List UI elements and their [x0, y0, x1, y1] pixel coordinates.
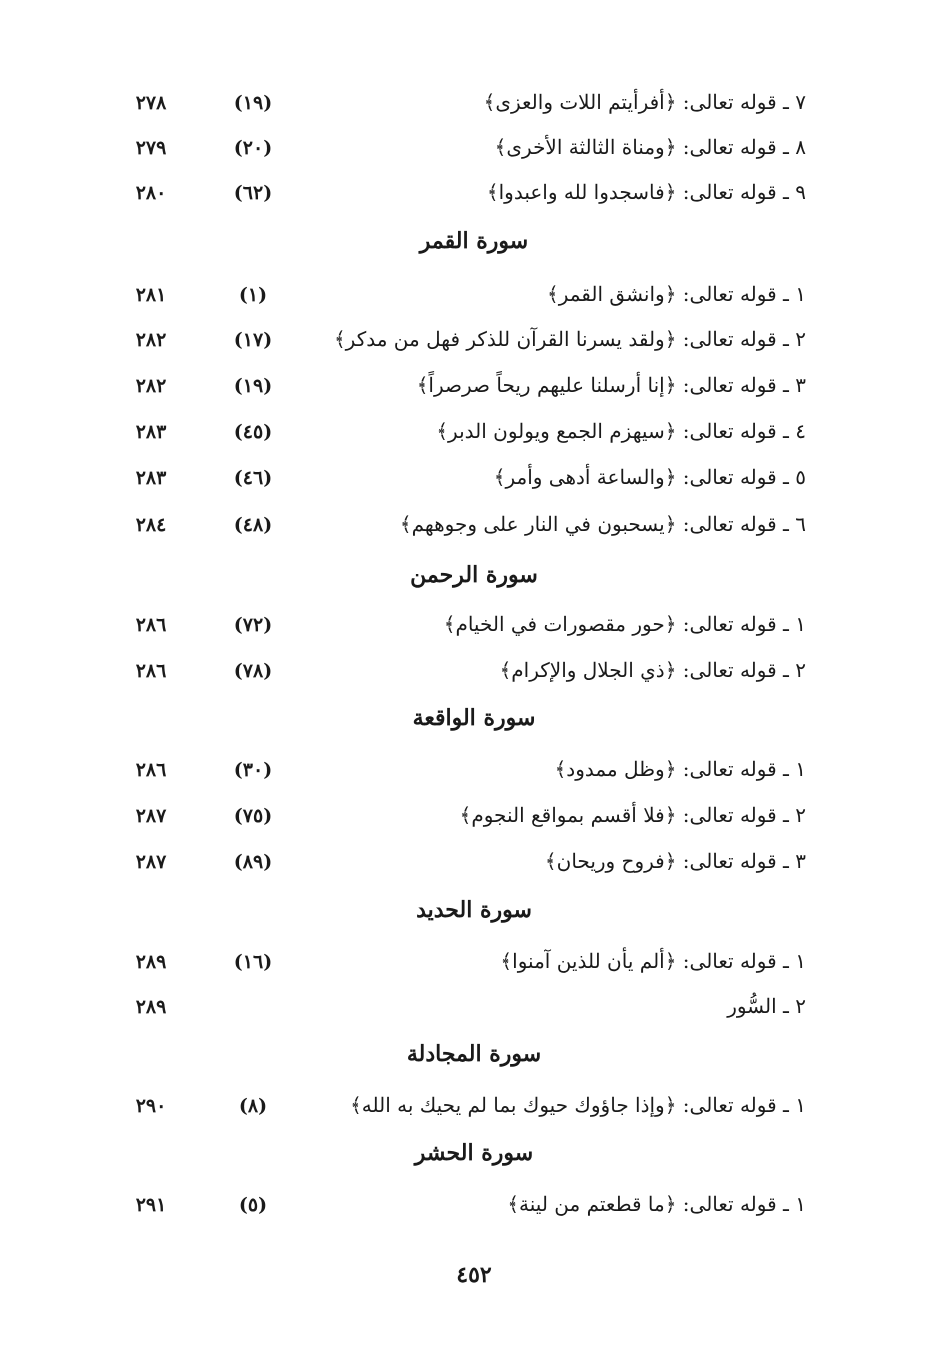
verse-number: (٨): [238, 1095, 268, 1117]
index-entry: [0, 176, 948, 212]
verse-number: (٧٨): [233, 660, 273, 682]
section-heading: سورة القمر: [419, 228, 529, 254]
verse-number: (٣٠): [233, 759, 273, 781]
page-reference: ٢٨٢: [135, 375, 167, 397]
index-entry: [0, 845, 948, 881]
index-entry: [0, 86, 948, 122]
verse-number: (٨٩): [233, 851, 273, 873]
verse-number: (١): [238, 284, 268, 306]
entry-text: ٣ ـ قوله تعالى: ﴿إنا أرسلنا عليهم ريحاً صرصراً﴾: [416, 373, 806, 397]
page-reference: ٢٧٩: [135, 137, 167, 159]
verse-number: (٧٢): [233, 614, 273, 636]
section-heading: سورة المجادلة: [406, 1041, 542, 1067]
verse-number: (٢٠): [233, 137, 273, 159]
index-entry: [0, 131, 948, 167]
page-reference: ٢٨٤: [135, 514, 167, 536]
index-entry: [0, 369, 948, 405]
page-reference: ٢٨٩: [135, 951, 167, 973]
entry-text: ٢ ـ قوله تعالى: ﴿فلا أقسم بمواقع النجوم﴾: [459, 803, 806, 827]
verse-number: (٧٥): [233, 805, 273, 827]
page-reference: ٢٨٦: [135, 660, 167, 682]
page-reference: ٢٨٠: [135, 182, 167, 204]
section-heading: سورة الواقعة: [412, 705, 536, 731]
verse-number: (٤٨): [233, 514, 273, 536]
index-entry: [0, 753, 948, 789]
entry-text: ٥ ـ قوله تعالى: ﴿والساعة أدهى وأمر﴾: [493, 465, 806, 489]
index-entry: [0, 799, 948, 835]
entry-text: ٦ ـ قوله تعالى: ﴿يسحبون في النار على وجوههم﴾: [399, 512, 806, 536]
verse-number: (٥): [238, 1194, 268, 1216]
page-reference: ٢٨٣: [135, 467, 167, 489]
verse-number: (١٦): [233, 951, 273, 973]
section-heading: سورة الحشر: [414, 1140, 534, 1166]
entry-text: ١ ـ قوله تعالى: ﴿ما قطعتم من لينة﴾: [507, 1192, 806, 1216]
index-entry: [0, 1089, 948, 1125]
index-entry: [0, 323, 948, 359]
entry-text: ١ ـ قوله تعالى: ﴿وظل ممدود﴾: [554, 757, 806, 781]
entry-text: ٢ ـ قوله تعالى: ﴿ذي الجلال والإكرام﴾: [499, 658, 806, 682]
page-reference: ٢٩٠: [135, 1095, 167, 1117]
page-reference: ٢٧٨: [135, 92, 167, 114]
page-reference: ٢٨٦: [135, 759, 167, 781]
entry-text: ٢ ـ قوله تعالى: ﴿ولقد يسرنا القرآن للذكر فهل من مدكر﴾: [333, 327, 806, 351]
index-entry: [0, 945, 948, 981]
page-number: ٤٥٢: [456, 1262, 492, 1288]
verse-number: (١٩): [233, 92, 273, 114]
page-reference: ٢٨٧: [135, 851, 167, 873]
page-reference: ٢٩١: [135, 1194, 167, 1216]
index-entry: [0, 608, 948, 644]
page-reference: ٢٨٦: [135, 614, 167, 636]
index-entry: [0, 461, 948, 497]
index-entry: [0, 415, 948, 451]
entry-text: ٨ ـ قوله تعالى: ﴿ومناة الثالثة الأخرى﴾: [494, 135, 806, 159]
page-reference: ٢٨٩: [135, 996, 167, 1018]
index-entry: [0, 278, 948, 314]
page-reference: ٢٨٢: [135, 329, 167, 351]
index-entry: [0, 990, 948, 1026]
entry-text: ٢ ـ السُّور: [727, 994, 806, 1018]
index-entry: [0, 508, 948, 544]
page-reference: ٢٨٣: [135, 421, 167, 443]
entry-text: ٤ ـ قوله تعالى: ﴿سيهزم الجمع ويولون الدبر﴾: [436, 419, 806, 443]
verse-number: (١٩): [233, 375, 273, 397]
entry-text: ٩ ـ قوله تعالى: ﴿فاسجدوا لله واعبدوا﴾: [486, 180, 806, 204]
entry-text: ٣ ـ قوله تعالى: ﴿فروح وريحان﴾: [544, 849, 806, 873]
verse-number: (٤٦): [233, 467, 273, 489]
entry-text: ٧ ـ قوله تعالى: ﴿أفرأيتم اللات والعزى﴾: [483, 90, 806, 114]
verse-number: (٦٢): [233, 182, 273, 204]
entry-text: ١ ـ قوله تعالى: ﴿وإذا جاؤوك حيوك بما لم يحيك به الله﴾: [350, 1093, 806, 1117]
index-entry: [0, 654, 948, 690]
verse-number: (١٧): [233, 329, 273, 351]
page-reference: ٢٨٧: [135, 805, 167, 827]
page-reference: ٢٨١: [135, 284, 167, 306]
index-entry: [0, 1188, 948, 1224]
entry-text: ١ ـ قوله تعالى: ﴿ألم يأن للذين آمنوا﴾: [500, 949, 806, 973]
entry-text: ١ ـ قوله تعالى: ﴿حور مقصورات في الخيام﴾: [443, 612, 806, 636]
verse-number: (٤٥): [233, 421, 273, 443]
section-heading: سورة الرحمن: [410, 562, 538, 588]
entry-text: ١ ـ قوله تعالى: ﴿وانشق القمر﴾: [546, 282, 806, 306]
section-heading: سورة الحديد: [416, 897, 532, 923]
